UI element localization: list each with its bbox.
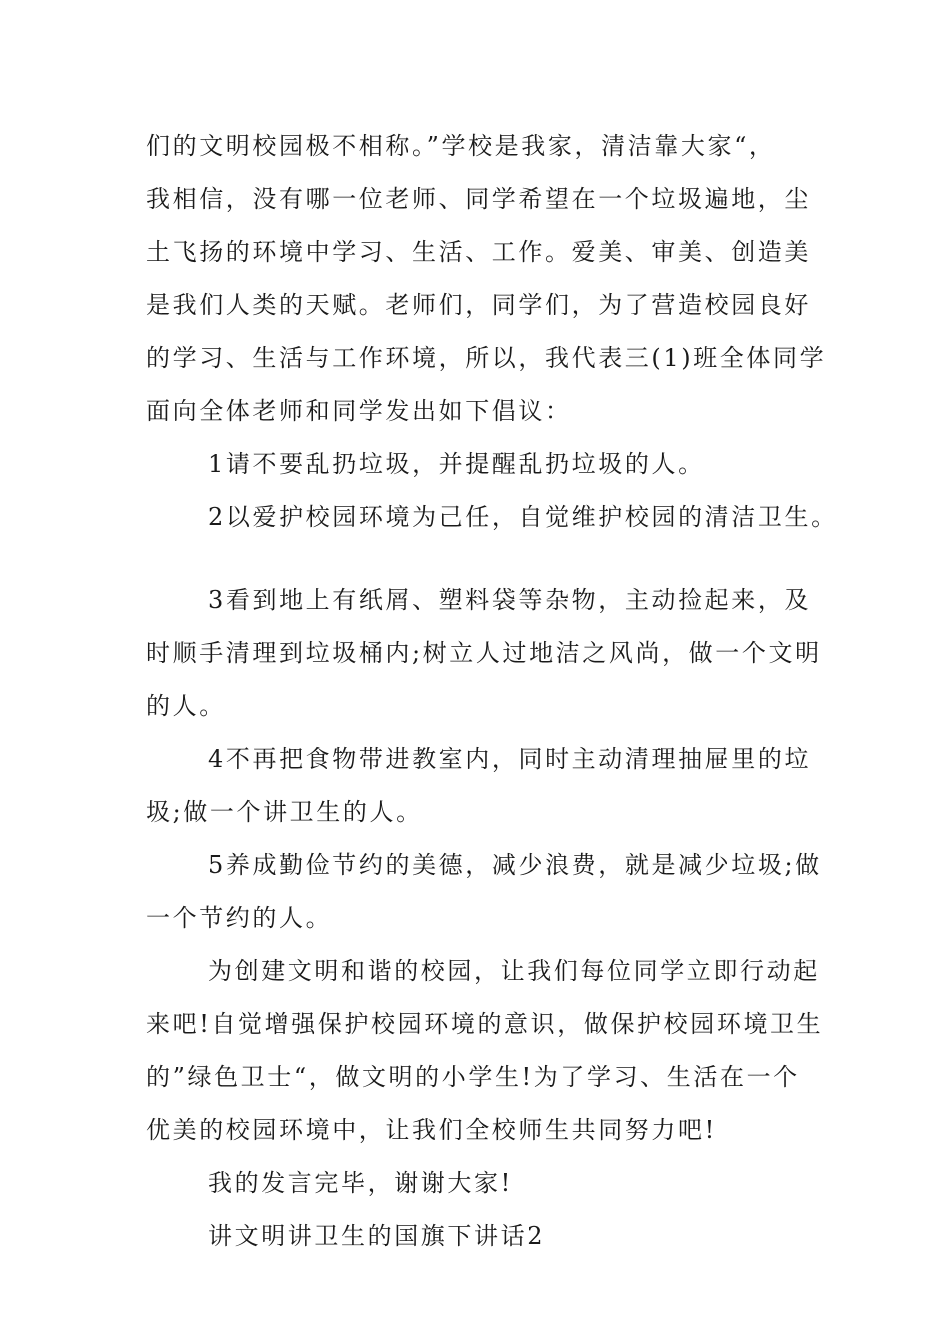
closing-remark: 我的发言完毕，谢谢大家! xyxy=(208,1169,513,1197)
section-title: 讲文明讲卫生的国旗下讲话2 xyxy=(208,1222,546,1250)
text-line: 我相信，没有哪一位老师、同学希望在一个垃圾遍地，尘 xyxy=(146,185,811,213)
proposal-item-5: 5养成勤俭节约的美德，减少浪费，就是减少垃圾;做 xyxy=(208,851,822,879)
text-line: 的学习、生活与工作环境，所以，我代表三(1)班全体同学 xyxy=(146,344,827,372)
text-line: 的人。 xyxy=(146,692,226,720)
closing-paragraph: 为创建文明和谐的校园，让我们每位同学立即行动起 xyxy=(208,957,820,985)
text-line: 一个节约的人。 xyxy=(146,904,333,932)
proposal-item-1: 1请不要乱扔垃圾，并提醒乱扔垃圾的人。 xyxy=(208,450,705,478)
text-line: 们的文明校园极不相称。”学校是我家，清洁靠大家“， xyxy=(146,132,776,160)
text-line: 优美的校园环境中，让我们全校师生共同努力吧! xyxy=(146,1116,717,1144)
text-line: 面向全体老师和同学发出如下倡议： xyxy=(146,397,572,425)
text-line: 圾;做一个讲卫生的人。 xyxy=(146,798,423,826)
text-line: 来吧!自觉增强保护校园环境的意识，做保护校园环境卫生 xyxy=(146,1010,824,1038)
text-line: 是我们人类的天赋。老师们，同学们，为了营造校园良好 xyxy=(146,291,811,319)
text-line: 时顺手清理到垃圾桶内;树立人过地洁之风尚，做一个文明 xyxy=(146,639,822,667)
proposal-item-4: 4不再把食物带进教室内，同时主动清理抽屉里的垃 xyxy=(208,745,812,773)
proposal-item-3: 3看到地上有纸屑、塑料袋等杂物，主动捡起来，及 xyxy=(208,586,812,614)
text-line: 土飞扬的环境中学习、生活、工作。爱美、审美、创造美 xyxy=(146,238,811,266)
text-line: 的”绿色卫士“，做文明的小学生!为了学习、生活在一个 xyxy=(146,1063,800,1091)
proposal-item-2: 2以爱护校园环境为己任，自觉维护校园的清洁卫生。 xyxy=(208,503,838,531)
